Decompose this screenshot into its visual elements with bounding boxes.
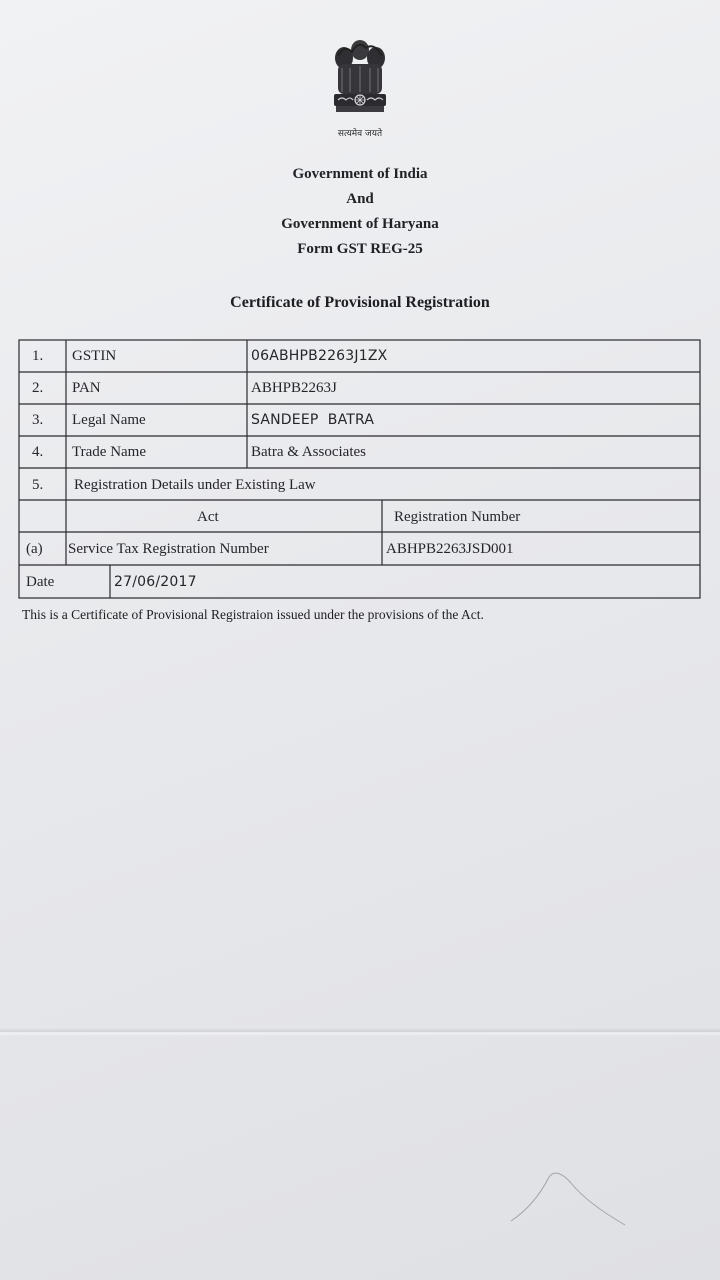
and-line: And (346, 191, 374, 207)
date-label: Date (26, 574, 55, 590)
row-number: 3. (32, 412, 44, 428)
row-label-legal-name: Legal Name (72, 412, 146, 428)
row-label-pan: PAN (72, 380, 101, 396)
government-of-haryana: Government of Haryana (281, 216, 439, 232)
item-marker: (a) (26, 541, 43, 557)
service-tax-label: Service Tax Registration Number (68, 541, 269, 557)
row-number: 2. (32, 380, 44, 396)
row-label-gstin: GSTIN (72, 348, 117, 364)
hair-strand (505, 1165, 635, 1235)
row-label-trade-name: Trade Name (72, 444, 147, 460)
service-tax-registration-number: ABHPB2263JSD001 (386, 541, 514, 557)
form-name: Form GST REG-25 (297, 241, 423, 257)
government-of-india: Government of India (292, 166, 428, 182)
registration-table-grid (0, 0, 720, 620)
legal-name-value: SANDEEP BATRA (251, 412, 375, 428)
paper-fold (0, 1028, 720, 1036)
emblem-motto: सत्यमेव जयते (337, 129, 383, 139)
trade-name-value: Batra & Associates (251, 444, 366, 460)
row-number: 1. (32, 348, 44, 364)
date-value: 27/06/2017 (114, 574, 197, 590)
certificate-title: Certificate of Provisional Registration (230, 294, 490, 311)
registration-details-label: Registration Details under Existing Law (74, 477, 316, 493)
row-number: 5. (32, 477, 44, 493)
row-number: 4. (32, 444, 44, 460)
pan-value: ABHPB2263J (251, 380, 337, 396)
certificate-footer-note: This is a Certificate of Provisional Registraion issued under the provisions of the Act. (22, 607, 484, 622)
registration-number-column-header: Registration Number (394, 509, 521, 525)
gstin-value: 06ABHPB2263J1ZX (251, 348, 388, 364)
act-column-header: Act (197, 509, 219, 525)
